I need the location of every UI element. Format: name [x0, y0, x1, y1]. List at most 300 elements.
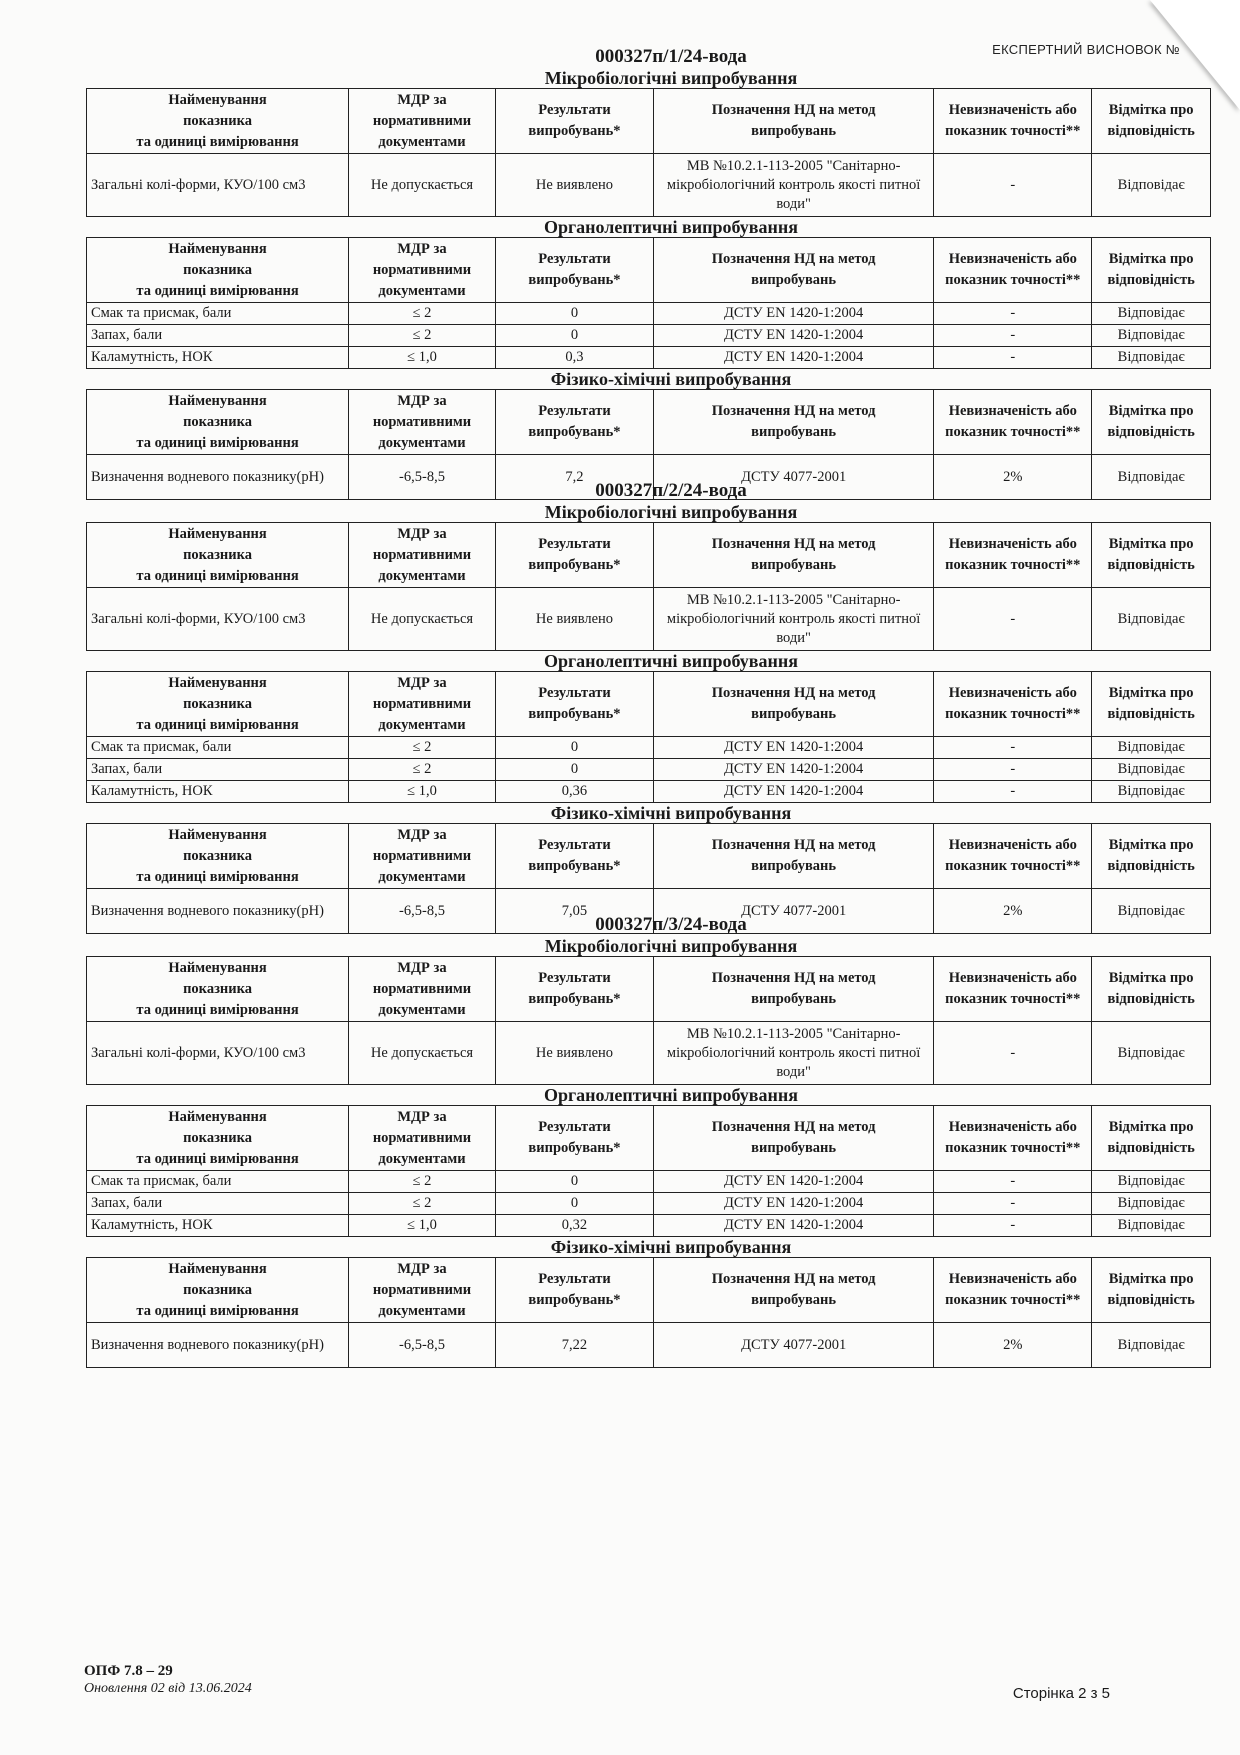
column-header-line: документами [378, 567, 466, 584]
column-header-results [495, 89, 653, 154]
cell-uncertainty: 2% [934, 1323, 1092, 1368]
results-table-micro [86, 88, 1211, 217]
cell-mdr: ≤ 1,0 [349, 347, 496, 369]
column-header-compliance [1092, 1106, 1211, 1171]
column-header-method [654, 238, 934, 303]
column-header-line: відповідність [1107, 272, 1195, 288]
cell-compliance: Відповідає [1092, 303, 1211, 325]
cell-indicator: Загальні колі-форми, КУО/100 см3 [87, 1022, 349, 1085]
column-header-uncertainty [934, 957, 1092, 1022]
column-header-line: показник точності** [945, 858, 1081, 874]
cell-method: ДСТУ EN 1420-1:2004 [654, 759, 934, 781]
column-header-line: та одиниці вимірювання [136, 133, 299, 150]
cell-compliance: Відповідає [1092, 588, 1211, 651]
section-title-organo: Органолептичні випробування [543, 1085, 798, 1105]
table-row [87, 1171, 1211, 1193]
column-header-results [495, 238, 653, 303]
section-title-physchem: Фізико-хімічні випробування [550, 803, 792, 823]
cell-indicator: Смак та присмак, бали [87, 737, 349, 759]
results-table-organo [86, 671, 1211, 803]
cell-compliance: Відповідає [1092, 1022, 1211, 1085]
column-header-line: випробувань* [528, 424, 621, 440]
column-header-line: Позначення НД на метод [711, 970, 876, 986]
cell-method: ДСТУ EN 1420-1:2004 [654, 325, 934, 347]
column-header-line: показник точності** [945, 123, 1081, 139]
column-header-line: показник точності** [945, 272, 1081, 288]
document-header: ЕКСПЕРТНИЙ ВИСНОВОК № [992, 42, 1180, 57]
cell-compliance: Відповідає [1092, 1215, 1211, 1237]
table-header-row [87, 523, 1211, 588]
table-row [87, 588, 1211, 651]
column-header-line: випробувань [751, 1292, 837, 1308]
column-header-uncertainty [934, 89, 1092, 154]
column-header-line: випробувань [751, 557, 837, 573]
column-header-line: випробувань [751, 424, 837, 440]
column-header-line: документами [378, 1302, 466, 1319]
cell-results: Не виявлено [495, 154, 653, 217]
table-header-row [87, 390, 1211, 455]
column-header-method [654, 824, 934, 889]
column-header-line: нормативними [372, 1129, 472, 1146]
column-header-line: Найменування [168, 1260, 267, 1277]
column-header-line: МДР за [397, 1108, 447, 1125]
sample-code: 000327п/2/24-вода [595, 480, 747, 501]
table-row [87, 347, 1211, 369]
column-header-indicator [87, 1258, 349, 1323]
cell-mdr: Не допускається [349, 1022, 496, 1085]
column-header-line: випробувань [751, 272, 837, 288]
column-header-line: Невизначеність або [948, 536, 1077, 552]
column-header-results [495, 672, 653, 737]
column-header-line: МДР за [397, 525, 447, 542]
column-header-line: Позначення НД на метод [711, 251, 876, 267]
column-header-compliance [1092, 89, 1211, 154]
column-header-method [654, 957, 934, 1022]
cell-indicator: Каламутність, НОК [87, 1215, 349, 1237]
section-title-physchem: Фізико-хімічні випробування [550, 369, 792, 389]
cell-mdr: ≤ 2 [349, 1193, 496, 1215]
cell-compliance: Відповідає [1092, 347, 1211, 369]
sample-block [86, 46, 1216, 500]
column-header-line: показник точності** [945, 991, 1081, 1007]
column-header-line: Найменування [168, 240, 267, 257]
column-header-compliance [1092, 390, 1211, 455]
section-title-organo: Органолептичні випробування [543, 217, 798, 237]
column-header-results [495, 1258, 653, 1323]
cell-method: ДСТУ EN 1420-1:2004 [654, 1171, 934, 1193]
column-header-line: Відмітка про [1108, 1271, 1194, 1287]
table-row [87, 154, 1211, 217]
cell-results: 7,22 [495, 1323, 653, 1368]
cell-uncertainty: - [934, 347, 1092, 369]
column-header-line: Найменування [168, 525, 267, 542]
cell-uncertainty: - [934, 588, 1092, 651]
column-header-line: Відмітка про [1108, 970, 1194, 986]
column-header-line: та одиниці вимірювання [136, 1001, 299, 1018]
column-header-uncertainty [934, 523, 1092, 588]
table-header-row [87, 238, 1211, 303]
cell-method: ДСТУ EN 1420-1:2004 [654, 781, 934, 803]
cell-uncertainty: - [934, 154, 1092, 217]
column-header-indicator [87, 824, 349, 889]
column-header-line: Позначення НД на метод [711, 403, 876, 419]
cell-compliance: Відповідає [1092, 759, 1211, 781]
column-header-line: відповідність [1107, 858, 1195, 874]
column-header-line: випробувань [751, 706, 837, 722]
table-header-row [87, 1258, 1211, 1323]
cell-compliance: Відповідає [1092, 1171, 1211, 1193]
column-header-line: Невизначеність або [948, 403, 1077, 419]
cell-compliance: Відповідає [1092, 889, 1211, 934]
cell-uncertainty: - [934, 1171, 1092, 1193]
table-row [87, 1193, 1211, 1215]
column-header-line: Позначення НД на метод [711, 102, 876, 118]
column-header-mdr [349, 824, 496, 889]
cell-results: 7,2 [495, 455, 653, 500]
column-header-line: та одиниці вимірювання [136, 282, 299, 299]
column-header-line: нормативними [372, 980, 472, 997]
cell-method: ДСТУ EN 1420-1:2004 [654, 737, 934, 759]
column-header-uncertainty [934, 824, 1092, 889]
column-header-line: випробувань* [528, 557, 621, 573]
column-header-method [654, 1106, 934, 1171]
cell-uncertainty: - [934, 759, 1092, 781]
cell-indicator: Запах, бали [87, 1193, 349, 1215]
cell-method: МВ №10.2.1-113-2005 "Санітарно-мікробіологічний контроль якості питної води" [654, 1022, 934, 1085]
cell-mdr: ≤ 1,0 [349, 781, 496, 803]
column-header-line: Найменування [168, 392, 267, 409]
cell-results: 0 [495, 737, 653, 759]
cell-mdr: ≤ 2 [349, 737, 496, 759]
column-header-line: Позначення НД на метод [711, 837, 876, 853]
cell-uncertainty: - [934, 1022, 1092, 1085]
table-header-row [87, 1106, 1211, 1171]
column-header-indicator [87, 390, 349, 455]
cell-mdr: ≤ 2 [349, 325, 496, 347]
column-header-mdr [349, 89, 496, 154]
cell-indicator: Каламутність, НОК [87, 347, 349, 369]
column-header-line: нормативними [372, 695, 472, 712]
column-header-indicator [87, 238, 349, 303]
cell-indicator: Загальні колі-форми, КУО/100 см3 [87, 588, 349, 651]
column-header-line: Відмітка про [1108, 685, 1194, 701]
column-header-line: показника [183, 1129, 252, 1146]
column-header-line: показника [183, 695, 252, 712]
sample-code: 000327п/1/24-вода [595, 46, 747, 67]
table-header-row [87, 824, 1211, 889]
table-header-row [87, 672, 1211, 737]
column-header-line: Результати [538, 536, 611, 552]
column-header-compliance [1092, 1258, 1211, 1323]
column-header-line: Невизначеність або [948, 970, 1077, 986]
column-header-mdr [349, 238, 496, 303]
column-header-line: Результати [538, 685, 611, 701]
section-title-organo: Органолептичні випробування [543, 651, 798, 671]
column-header-line: МДР за [397, 959, 447, 976]
column-header-line: документами [378, 133, 466, 150]
column-header-mdr [349, 390, 496, 455]
column-header-line: Невизначеність або [948, 1271, 1077, 1287]
cell-indicator: Визначення водневого показнику(pH) [87, 1323, 349, 1368]
column-header-line: нормативними [372, 847, 472, 864]
table-row [87, 1022, 1211, 1085]
column-header-line: показник точності** [945, 706, 1081, 722]
column-header-line: документами [378, 1150, 466, 1167]
column-header-indicator [87, 89, 349, 154]
column-header-results [495, 957, 653, 1022]
column-header-compliance [1092, 957, 1211, 1022]
cell-method: ДСТУ EN 1420-1:2004 [654, 347, 934, 369]
cell-mdr: ≤ 2 [349, 303, 496, 325]
column-header-line: Результати [538, 102, 611, 118]
column-header-line: Найменування [168, 91, 267, 108]
section-title-physchem: Фізико-хімічні випробування [550, 1237, 792, 1257]
cell-results: 0 [495, 1193, 653, 1215]
column-header-line: Результати [538, 403, 611, 419]
footer-form-info [84, 1662, 252, 1698]
column-header-line: Результати [538, 970, 611, 986]
sample-code: 000327п/3/24-вода [595, 914, 747, 935]
column-header-line: Позначення НД на метод [711, 685, 876, 701]
cell-method: ДСТУ EN 1420-1:2004 [654, 1215, 934, 1237]
cell-method: ДСТУ EN 1420-1:2004 [654, 303, 934, 325]
table-header-row [87, 957, 1211, 1022]
column-header-line: Позначення НД на метод [711, 536, 876, 552]
column-header-line: випробувань* [528, 858, 621, 874]
column-header-results [495, 1106, 653, 1171]
column-header-line: Невизначеність або [948, 1119, 1077, 1135]
cell-uncertainty: 2% [934, 889, 1092, 934]
cell-uncertainty: - [934, 1215, 1092, 1237]
column-header-line: Результати [538, 1119, 611, 1135]
column-header-uncertainty [934, 1106, 1092, 1171]
column-header-line: Позначення НД на метод [711, 1119, 876, 1135]
column-header-line: показника [183, 546, 252, 563]
results-table-micro [86, 522, 1211, 651]
column-header-line: нормативними [372, 1281, 472, 1298]
table-row [87, 1323, 1211, 1368]
cell-uncertainty: - [934, 781, 1092, 803]
column-header-line: Невизначеність або [948, 685, 1077, 701]
results-table-organo [86, 1105, 1211, 1237]
table-row [87, 1215, 1211, 1237]
cell-mdr: -6,5-8,5 [349, 889, 496, 934]
column-header-line: відповідність [1107, 123, 1195, 139]
cell-results: 0 [495, 303, 653, 325]
results-table-micro [86, 956, 1211, 1085]
column-header-line: документами [378, 434, 466, 451]
cell-indicator: Запах, бали [87, 759, 349, 781]
cell-mdr: -6,5-8,5 [349, 455, 496, 500]
column-header-line: Відмітка про [1108, 536, 1194, 552]
column-header-line: та одиниці вимірювання [136, 1150, 299, 1167]
column-header-line: відповідність [1107, 706, 1195, 722]
cell-method: ДСТУ 4077-2001 [654, 455, 934, 500]
column-header-line: Невизначеність або [948, 837, 1077, 853]
cell-uncertainty: - [934, 737, 1092, 759]
cell-uncertainty: - [934, 1193, 1092, 1215]
column-header-mdr [349, 672, 496, 737]
column-header-line: випробувань [751, 858, 837, 874]
cell-mdr: ≤ 2 [349, 759, 496, 781]
cell-indicator: Смак та присмак, бали [87, 1171, 349, 1193]
column-header-line: відповідність [1107, 1292, 1195, 1308]
column-header-method [654, 672, 934, 737]
column-header-line: МДР за [397, 91, 447, 108]
cell-compliance: Відповідає [1092, 455, 1211, 500]
cell-method: ДСТУ 4077-2001 [654, 889, 934, 934]
column-header-compliance [1092, 672, 1211, 737]
column-header-line: нормативними [372, 546, 472, 563]
column-header-indicator [87, 957, 349, 1022]
column-header-line: Невизначеність або [948, 251, 1077, 267]
column-header-line: випробувань* [528, 123, 621, 139]
cell-compliance: Відповідає [1092, 154, 1211, 217]
column-header-mdr [349, 523, 496, 588]
column-header-line: Найменування [168, 674, 267, 691]
column-header-line: показника [183, 261, 252, 278]
page-number: Сторінка 2 з 5 [1012, 1685, 1110, 1702]
cell-results: 0,32 [495, 1215, 653, 1237]
table-row [87, 781, 1211, 803]
column-header-line: показника [183, 847, 252, 864]
column-header-line: нормативними [372, 261, 472, 278]
column-header-line: показника [183, 1281, 252, 1298]
column-header-method [654, 523, 934, 588]
column-header-line: випробувань* [528, 706, 621, 722]
column-header-method [654, 1258, 934, 1323]
column-header-uncertainty [934, 390, 1092, 455]
cell-indicator: Визначення водневого показнику(pH) [87, 889, 349, 934]
column-header-line: Результати [538, 1271, 611, 1287]
cell-indicator: Визначення водневого показнику(pH) [87, 455, 349, 500]
column-header-line: Результати [538, 251, 611, 267]
column-header-line: документами [378, 716, 466, 733]
cell-compliance: Відповідає [1092, 737, 1211, 759]
section-title-micro: Мікробіологічні випробування [544, 936, 798, 956]
results-table-organo [86, 237, 1211, 369]
column-header-line: відповідність [1107, 424, 1195, 440]
cell-mdr: Не допускається [349, 588, 496, 651]
column-header-line: нормативними [372, 112, 472, 129]
column-header-line: та одиниці вимірювання [136, 567, 299, 584]
column-header-uncertainty [934, 1258, 1092, 1323]
cell-results: 0,3 [495, 347, 653, 369]
cell-results: Не виявлено [495, 1022, 653, 1085]
cell-results: 0 [495, 1171, 653, 1193]
cell-results: Не виявлено [495, 588, 653, 651]
column-header-line: випробувань* [528, 1140, 621, 1156]
cell-method: МВ №10.2.1-113-2005 "Санітарно-мікробіологічний контроль якості питної води" [654, 154, 934, 217]
column-header-line: випробувань [751, 991, 837, 1007]
column-header-line: показник точності** [945, 557, 1081, 573]
cell-uncertainty: - [934, 303, 1092, 325]
column-header-line: Невизначеність або [948, 102, 1077, 118]
column-header-line: Відмітка про [1108, 403, 1194, 419]
sample-block [86, 480, 1216, 934]
section-title-micro: Мікробіологічні випробування [544, 68, 798, 88]
cell-compliance: Відповідає [1092, 325, 1211, 347]
cell-indicator: Смак та присмак, бали [87, 303, 349, 325]
column-header-line: Відмітка про [1108, 837, 1194, 853]
cell-method: ДСТУ EN 1420-1:2004 [654, 1193, 934, 1215]
column-header-method [654, 390, 934, 455]
column-header-mdr [349, 1258, 496, 1323]
cell-uncertainty: - [934, 325, 1092, 347]
form-update: Оновлення 02 від 13.06.2024 [84, 1681, 252, 1696]
column-header-line: випробувань* [528, 272, 621, 288]
column-header-line: показника [183, 413, 252, 430]
section-title-micro: Мікробіологічні випробування [544, 502, 798, 522]
column-header-line: відповідність [1107, 557, 1195, 573]
table-row [87, 325, 1211, 347]
cell-mdr: ≤ 2 [349, 1171, 496, 1193]
column-header-line: Відмітка про [1108, 1119, 1194, 1135]
column-header-results [495, 390, 653, 455]
cell-mdr: Не допускається [349, 154, 496, 217]
column-header-line: документами [378, 868, 466, 885]
column-header-compliance [1092, 238, 1211, 303]
column-header-line: та одиниці вимірювання [136, 868, 299, 885]
column-header-line: Відмітка про [1108, 102, 1194, 118]
column-header-line: показник точності** [945, 424, 1081, 440]
cell-method: МВ №10.2.1-113-2005 "Санітарно-мікробіологічний контроль якості питної води" [654, 588, 934, 651]
column-header-results [495, 523, 653, 588]
results-table-physchem [86, 1257, 1211, 1368]
column-header-line: МДР за [397, 826, 447, 843]
column-header-line: Результати [538, 837, 611, 853]
form-code: ОПФ 7.8 – 29 [84, 1663, 173, 1679]
column-header-line: показника [183, 112, 252, 129]
cell-indicator: Каламутність, НОК [87, 781, 349, 803]
column-header-uncertainty [934, 238, 1092, 303]
cell-results: 0,36 [495, 781, 653, 803]
cell-results: 0 [495, 759, 653, 781]
column-header-line: нормативними [372, 413, 472, 430]
column-header-line: Найменування [168, 826, 267, 843]
column-header-line: документами [378, 1001, 466, 1018]
column-header-line: відповідність [1107, 991, 1195, 1007]
column-header-indicator [87, 523, 349, 588]
column-header-indicator [87, 672, 349, 737]
column-header-line: МДР за [397, 1260, 447, 1277]
cell-mdr: -6,5-8,5 [349, 1323, 496, 1368]
column-header-line: МДР за [397, 240, 447, 257]
cell-results: 7,05 [495, 889, 653, 934]
column-header-mdr [349, 1106, 496, 1171]
column-header-line: Найменування [168, 1108, 267, 1125]
column-header-line: та одиниці вимірювання [136, 1302, 299, 1319]
table-row [87, 759, 1211, 781]
table-row [87, 303, 1211, 325]
column-header-line: документами [378, 282, 466, 299]
column-header-compliance [1092, 824, 1211, 889]
column-header-results [495, 824, 653, 889]
cell-uncertainty: 2% [934, 455, 1092, 500]
column-header-line: випробувань [751, 1140, 837, 1156]
table-header-row [87, 89, 1211, 154]
sample-block [86, 914, 1216, 1368]
column-header-line: відповідність [1107, 1140, 1195, 1156]
column-header-line: МДР за [397, 674, 447, 691]
cell-indicator: Загальні колі-форми, КУО/100 см3 [87, 154, 349, 217]
column-header-method [654, 89, 934, 154]
column-header-line: та одиниці вимірювання [136, 434, 299, 451]
column-header-line: Відмітка про [1108, 251, 1194, 267]
column-header-mdr [349, 957, 496, 1022]
column-header-line: випробувань* [528, 1292, 621, 1308]
column-header-uncertainty [934, 672, 1092, 737]
